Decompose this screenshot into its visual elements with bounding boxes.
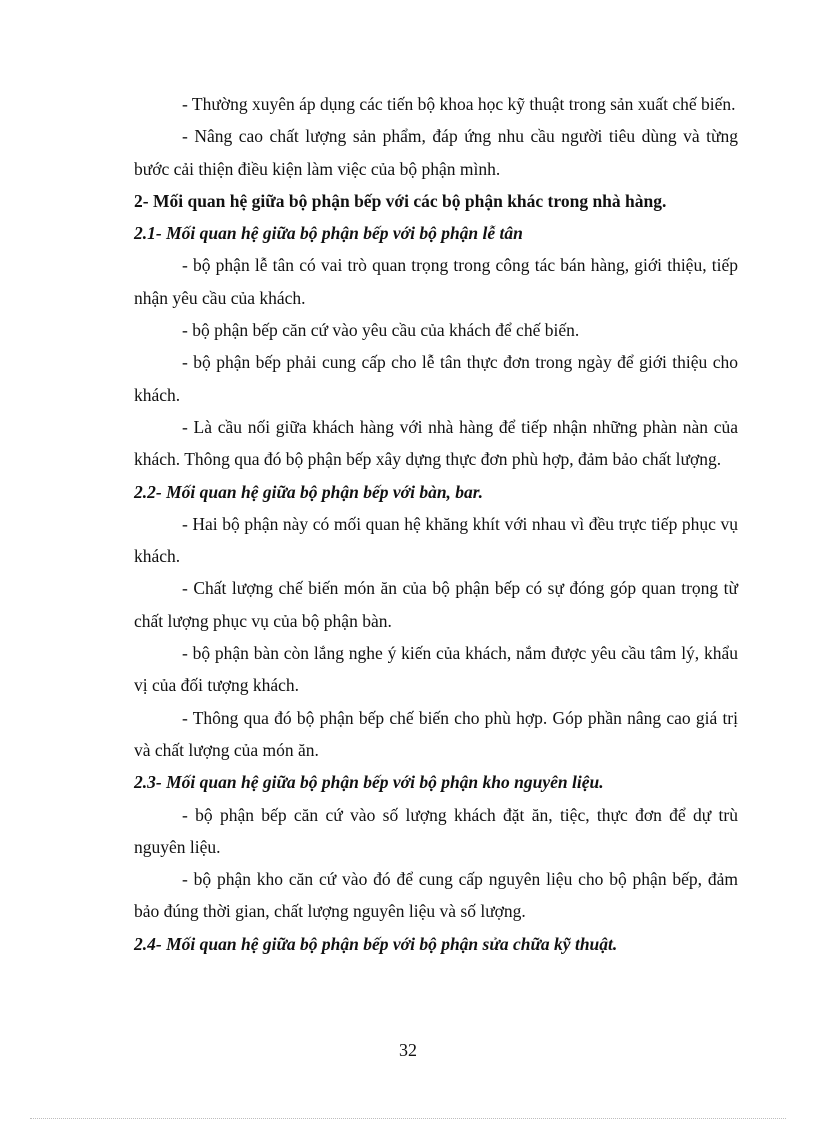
subsection-heading: 2.2- Mối quan hệ giữa bộ phận bếp với bàn, bar. — [134, 481, 484, 502]
subsection-heading: 2.4- Mối quan hệ giữa bộ phận bếp với bộ phận sửa chữa kỹ thuật. — [134, 933, 618, 954]
paragraph: - bộ phận bếp căn cứ vào yêu cầu của khách để chế biến. — [182, 320, 580, 341]
paragraph: - Thông qua đó bộ phận bếp chế biến cho phù hợp. Góp phần nâng cao giá trị và chất lượng của món ăn. — [134, 707, 738, 760]
page-body — [134, 88, 738, 960]
paragraph: - bộ phận kho căn cứ vào đó để cung cấp nguyên liệu cho bộ phận bếp, đảm bảo đúng thời gian, chất lượng nguyên liệu và số lượng. — [134, 869, 738, 922]
paragraph: - Thường xuyên áp dụng các tiến bộ khoa học kỹ thuật trong sản xuất chế biến. — [182, 94, 736, 114]
section-heading: 2- Mối quan hệ giữa bộ phận bếp với các bộ phận khác trong nhà hàng. — [134, 190, 667, 211]
page-number: 32 — [399, 1040, 417, 1060]
paragraph: - bộ phận bếp căn cứ vào số lượng khách đặt ăn, tiệc, thực đơn để dự trù nguyên liệu. — [134, 804, 738, 857]
paragraph: - bộ phận lễ tân có vai trò quan trọng trong công tác bán hàng, giới thiệu, tiếp nhận yêu cầu của khách. — [134, 255, 738, 308]
subsection-heading: 2.1- Mối quan hệ giữa bộ phận bếp với bộ phận lễ tân — [134, 223, 523, 244]
paragraph: - Chất lượng chế biến món ăn của bộ phận bếp có sự đóng góp quan trọng từ chất lượng phục vụ của bộ phận bàn. — [134, 578, 738, 631]
paragraph: - bộ phận bếp phải cung cấp cho lễ tân thực đơn trong ngày để giới thiệu cho khách. — [134, 352, 738, 405]
paragraph: - Là cầu nối giữa khách hàng với nhà hàng để tiếp nhận những phàn nàn của khách. Thông qua đó bộ phận bếp xây dựng thực đơn phù hợp, đảm bảo chất lượng. — [134, 416, 738, 470]
paragraph: - Nâng cao chất lượng sản phẩm, đáp ứng nhu cầu người tiêu dùng và từng bước cải thiện điều kiện làm việc của bộ phận mình. — [134, 126, 738, 179]
page-bottom-divider — [30, 1118, 786, 1119]
paragraph: - bộ phận bàn còn lắng nghe ý kiến của khách, nắm được yêu cầu tâm lý, khẩu vị của đối tượng khách. — [134, 643, 738, 696]
paragraph: - Hai bộ phận này có mối quan hệ khăng khít với nhau vì đều trực tiếp phục vụ khách. — [134, 513, 738, 567]
subsection-heading: 2.3- Mối quan hệ giữa bộ phận bếp với bộ phận kho nguyên liệu. — [134, 772, 604, 793]
